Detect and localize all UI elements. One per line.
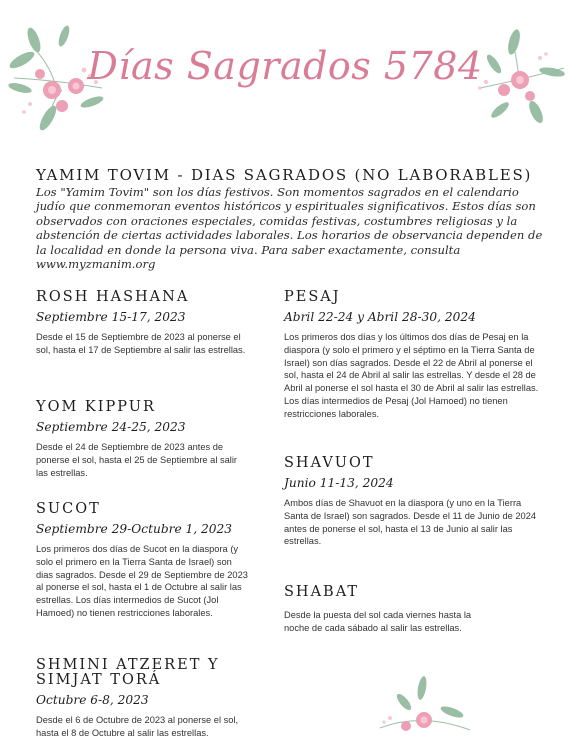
- section-description: Desde la puesta del sol cada viernes hasta la noche de cada sábado al salir las estrellas.: [284, 610, 472, 633]
- section-sucot: [36, 502, 251, 620]
- section-date: Octubre 6-8, 2023: [36, 693, 149, 707]
- section-title: SHAVUOT: [284, 455, 375, 471]
- section-title: SUCOT: [36, 501, 101, 517]
- section-date: Septiembre 15-17, 2023: [36, 310, 186, 324]
- section-shavuot: [284, 456, 546, 548]
- section-date: Septiembre 24-25, 2023: [36, 420, 186, 434]
- section-date: Abril 22-24 y Abril 28-30, 2024: [284, 310, 476, 324]
- intro-heading: YAMIM TOVIM - DIAS SAGRADOS (NO LABORABLES): [36, 166, 533, 184]
- section-title: SHMINI ATZERET Y SIMJAT TORÁ: [36, 657, 220, 688]
- section-title: PESAJ: [284, 289, 341, 305]
- intro-paragraph: Los "Yamim Tovim" son los días festivos. Son momentos sagrados en el calendario judío que conmemoran eventos históricos y espirituales significativos. Estos días son observados con oraciones especiales, comidas festivas, costumbres religiosas y la abstención de ciertas actividades laborales. Los horarios de observancia dependen de la localidad en donde la persona viva. Para saber exactamente, consulta www.myzmanim.org: [36, 185, 543, 272]
- page-title: Días Sagrados 5784: [87, 44, 483, 88]
- section-description: Los primeros dos días de Sucot en la diaspora (y solo el primero en la Tierra Santa de Israel) son dias sagrados. Desde el 29 de Septiembre de 2023 al ponerse el sol, hasta el 1 de Octubre al salir las estrellas. Los días intermedios de Sucot (Jol Hamoed) no tienen restricciones laborales.: [36, 544, 248, 618]
- section-description: Los primeros dos días y los últimos dos días de Pesaj en la diaspora (y solo el primero y el séptimo en la Tierra Santa de Israel) son días sagrados. Desde el 22 de Abril al ponerse el sol, hasta el 24 de Abril al salir las estrellas. Y desde el 28 de Abril al ponerse el sol hasta el 30 de Abril al salir las estrellas. Los días intermedios de Pesaj (Jol Hamoed) no tienen restricciones laborales.: [284, 332, 539, 419]
- section-title: YOM KIPPUR: [36, 399, 156, 415]
- section-rosh-hashana: [36, 290, 251, 357]
- section-pesaj: [284, 290, 544, 421]
- section-description: Desde el 15 de Septiembre de 2023 al ponerse el sol, hasta el 17 de Septiembre al salir las estrellas.: [36, 332, 246, 355]
- section-date: Septiembre 29-Octubre 1, 2023: [36, 522, 233, 536]
- section-date: Junio 11-13, 2024: [284, 476, 394, 490]
- section-description: Ambos días de Shavuot en la diaspora (y uno en la Tierra Santa de Israel) son sagrados. Desde el 11 de Junio de 2024 antes de ponerse el sol, hasta el 13 de Junio al salir las estrellas.: [284, 498, 537, 547]
- section-description: Desde el 24 de Septiembre de 2023 antes de ponerse el sol, hasta el 25 de Septiembre al salir las estrellas.: [36, 442, 238, 478]
- section-title: SHABAT: [284, 584, 360, 600]
- section-description: Desde el 6 de Octubre de 2023 al ponerse el sol, hasta el 8 de Octubre al salir las estrellas.: [36, 715, 239, 738]
- section-shmini-atzeret: [36, 658, 251, 740]
- section-title: ROSH HASHANA: [36, 289, 190, 305]
- section-shabat: [284, 585, 484, 635]
- section-yom-kippur: [36, 400, 251, 479]
- floral-decoration-bottom-icon: [374, 672, 474, 733]
